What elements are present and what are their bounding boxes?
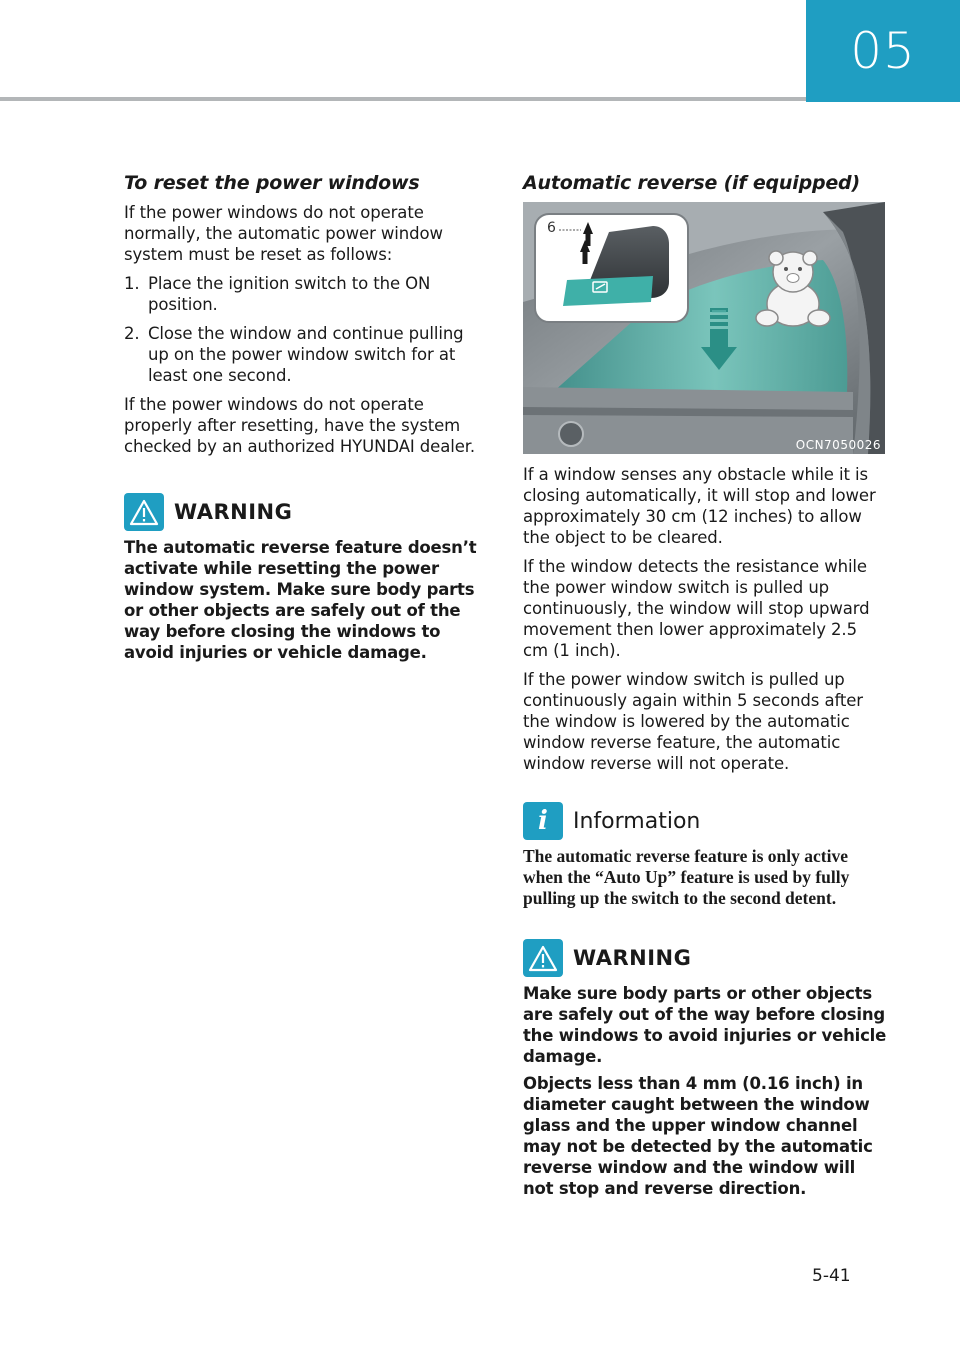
chapter-tab: 05 <box>806 0 960 102</box>
warning-icon <box>124 493 164 531</box>
warning-text: Objects less than 4 mm (0.16 inch) in diameter caught between the window glass and the upper window channel may not be detected by the automatic reverse window and the window will not stop and reverse direction. <box>523 1074 873 1198</box>
right-column <box>523 172 887 1205</box>
information-title: Information <box>573 808 701 834</box>
reset-intro: If the power windows do not operate normally, the automatic power window system must be reset as follows: <box>124 203 443 264</box>
page-number: 5-41 <box>812 1266 851 1286</box>
window-illustration-graphic <box>523 202 885 454</box>
warning-heading <box>523 939 887 977</box>
figure-callout-number: 6 <box>547 220 556 236</box>
warning-icon <box>523 939 563 977</box>
window-illustration <box>523 202 885 454</box>
warning-text: The automatic reverse feature doesn’t activate while resetting the power window system. Make sure body parts or other objects are safely out of the way before closing the windows to avoid injuries or vehicle damage. <box>124 538 477 662</box>
section-title-reset: To reset the power windows <box>124 172 420 194</box>
auto-reverse-paragraph: If a window senses any obstacle while it is closing automatically, it will stop and lower approximately 30 cm (12 inches) to allow the object to be cleared. <box>523 465 876 547</box>
step-number: 2. <box>124 324 140 343</box>
reset-steps <box>124 273 480 386</box>
header-rule <box>0 97 806 101</box>
information-text: The automatic reverse feature is only active when the “Auto Up” feature is used by fully pulling up the switch to the second detent. <box>523 846 850 908</box>
auto-reverse-paragraph: If the window detects the resistance while the power window switch is pulled up continuously, the window will stop upward movement then lower approximately 2.5 cm (1 inch). <box>523 557 870 660</box>
step-number: 1. <box>124 274 140 293</box>
auto-reverse-paragraph: If the power window switch is pulled up continuously again within 5 seconds after the window is lowered by the automatic window reverse feature, the automatic window reverse will not operate. <box>523 670 863 773</box>
figure-caption: OCN7050026 <box>795 438 881 452</box>
left-column <box>124 172 480 669</box>
information-icon: i <box>523 802 563 840</box>
warning-text: Make sure body parts or other objects are safely out of the way before closing the windows to avoid injuries or vehicle damage. <box>523 984 887 1066</box>
information-heading <box>523 802 887 840</box>
step-item <box>124 273 480 315</box>
step-item <box>124 323 480 386</box>
reset-after: If the power windows do not operate properly after resetting, have the system checked by an authorized HYUNDAI dealer. <box>124 395 476 456</box>
step-text: Place the ignition switch to the ON position. <box>148 274 431 314</box>
warning-title: WARNING <box>174 500 293 524</box>
warning-heading <box>124 493 480 531</box>
warning-title: WARNING <box>573 946 692 970</box>
step-text: Close the window and continue pulling up on the power window switch for at least one second. <box>148 324 464 385</box>
section-title-auto-reverse: Automatic reverse (if equipped) <box>523 172 860 194</box>
